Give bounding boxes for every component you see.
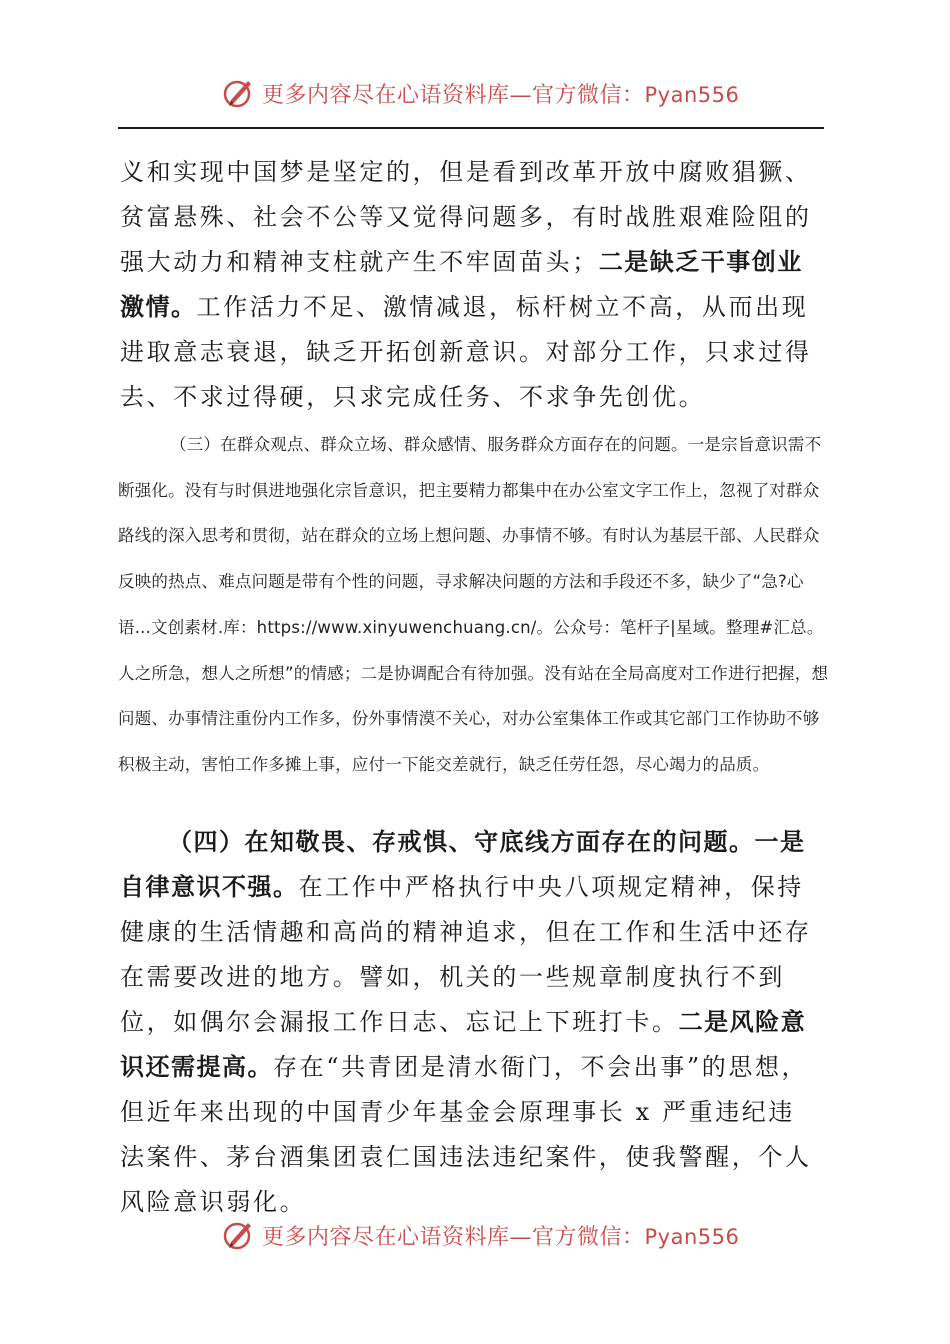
section-heading: （四）在知敬畏、存戒惧、守底线方面存在的问题。一是自律意识不强。 <box>120 828 806 901</box>
paragraph-3: （四）在知敬畏、存戒惧、守底线方面存在的问题。一是自律意识不强。在工作中严格执行中央八项规定精神，保持健康的生活情趣和高尚的精神追求，但在工作和生活中还存在需要改进的地方。譬如，机关的一些规章制度执行不到位，如偶尔会漏报工作日志、忘记上下班打卡。二是风险意识还需提高。存在“共青团是清水衙门，不会出事”的思想，但近年来出现的中国青少年基金会原理事长 x 严重违纪违法案件、茅台酒集团袁仁国违法违纪案件，使我警醒，个人风险意识弱化。 <box>120 828 812 1216</box>
wechat-id: Pyan556 <box>644 82 740 107</box>
bold-heading: 二是风险意识还需提高。 <box>120 1008 807 1081</box>
footer-banner <box>0 1210 950 1260</box>
pen-logo-icon <box>222 76 256 110</box>
bold-heading: 二是缺乏干事创业激情。 <box>120 248 803 321</box>
header-divider <box>118 127 824 129</box>
banner-text: 更多内容尽在心语资料库—官方微信：Pyan556 <box>262 82 740 108</box>
banner-text: 更多内容尽在心语资料库—官方微信：Pyan556 <box>262 1224 740 1250</box>
pen-logo-icon <box>222 1218 256 1252</box>
paragraph-1: 义和实现中国梦是坚定的，但是看到改革开放中腐败猖獗、贫富悬殊、社会不公等又觉得问题多，有时战胜艰难险阻的强大动力和精神支柱就产生不牢固苗头；二是缺乏干事创业激情。工作活力不足、激情减退，标杆树立不高，从而出现进取意志衰退，缺乏开拓创新意识。对部分工作，只求过得去、不求过得硬，只求完成任务、不求争先创优。 <box>120 158 812 411</box>
wechat-id: Pyan556 <box>644 1224 740 1249</box>
header-banner <box>0 68 950 118</box>
paragraph-2: （三）在群众观点、群众立场、群众感情、服务群众方面存在的问题。一是宗旨意识需不断强化。没有与时俱进地强化宗旨意识，把主要精力都集中在办公室文字工作上，忽视了对群众路线的深入思考和贯彻，站在群众的立场上想问题、办事情不够。有时认为基层干部、人民群众反映的热点、难点问题是带有个性的问题，寻求解决问题的方法和手段还不多，缺少了“急?心语...文创素材.库：https://www.xinyuwenchuang.cn/。公众号：笔杆子|星域。整理#汇总。人之所急，想人之所想”的情感；二是协调配合有待加强。没有站在全局高度对工作进行把握，想问题、办事情注重份内工作多，份外事情漠不关心，对办公室集体工作或其它部门工作协助不够积极主动，害怕工作多摊上事，应付一下能交差就行，缺乏任劳任怨，尽心竭力的品质。 <box>118 435 829 774</box>
